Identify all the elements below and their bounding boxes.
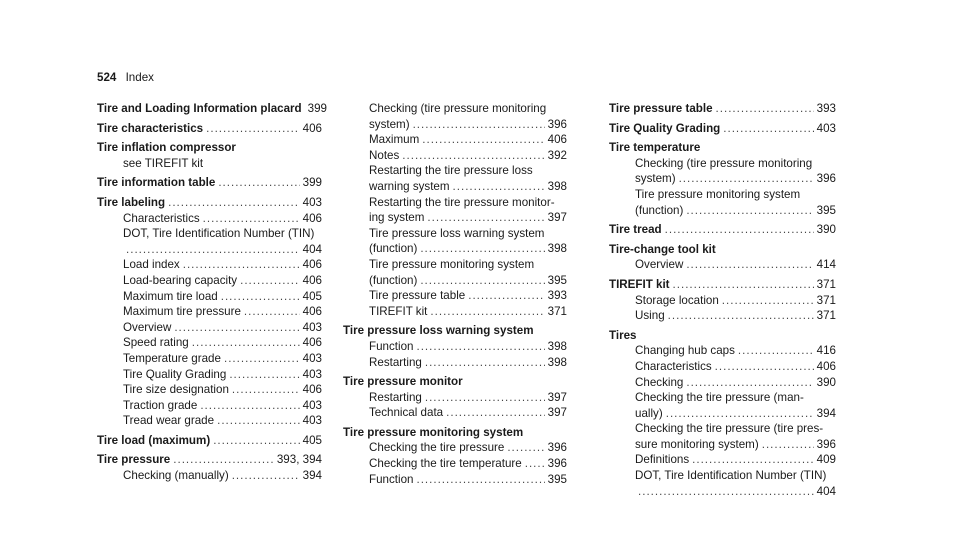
page-reference[interactable]: 396: [816, 437, 836, 451]
index-subentry: [343, 132, 567, 148]
entry-term: Checking the tire temperature: [369, 457, 522, 471]
entry-term: TIREFIT kit: [369, 304, 428, 318]
index-subentry: [343, 101, 567, 117]
index-continuation: [343, 273, 567, 289]
page-reference[interactable]: 406: [302, 383, 322, 397]
leader-dots: [525, 456, 545, 472]
index-subentry: [343, 339, 567, 355]
entry-term: Restarting the tire pressure monitor-: [369, 195, 555, 209]
leader-dots: [192, 335, 300, 351]
index-continuation: [609, 484, 836, 500]
leader-dots: [206, 121, 300, 137]
entry-term: Tire tread: [609, 223, 662, 237]
entry-term: Tire characteristics: [97, 121, 204, 135]
entry-term: Tire Quality Grading: [609, 121, 721, 135]
leader-dots: [722, 293, 814, 309]
page-reference[interactable]: 392: [547, 148, 567, 162]
index-entry: [97, 121, 322, 137]
leader-dots: [430, 304, 544, 320]
entry-term: Tire pressure loss warning system: [369, 226, 545, 240]
page-reference[interactable]: 405: [302, 433, 322, 447]
leader-dots: [692, 452, 814, 468]
index-column-3: [609, 101, 836, 499]
page-reference[interactable]: 403: [302, 195, 322, 209]
page-reference[interactable]: 403: [302, 414, 322, 428]
leader-dots: [200, 398, 299, 414]
page-reference[interactable]: 406: [302, 305, 322, 319]
page-reference[interactable]: 371: [547, 304, 567, 318]
index-continuation: [609, 203, 836, 219]
entry-term: Overview: [635, 258, 684, 272]
leader-dots: [668, 308, 814, 324]
index-subentry: [97, 304, 322, 320]
index-entry: [609, 101, 836, 117]
leader-dots: [715, 359, 814, 375]
index-subentry: [343, 355, 567, 371]
index-subentry: [609, 390, 836, 406]
leader-dots: [723, 121, 813, 137]
index-subentry: [609, 308, 836, 324]
entry-term: system): [635, 172, 676, 186]
leader-dots: [232, 468, 300, 484]
leader-dots: [203, 211, 300, 227]
entry-term: ing system: [369, 211, 425, 225]
index-subentry: [97, 320, 322, 336]
index-subentry: [343, 257, 567, 273]
index-subentry: [97, 468, 322, 484]
index-entry: [97, 452, 322, 468]
leader-dots: [217, 413, 300, 429]
entry-term: Function: [369, 339, 414, 353]
page-reference[interactable]: 403: [302, 398, 322, 412]
page-reference[interactable]: 371: [816, 309, 836, 323]
entry-term: (function): [635, 203, 684, 217]
index-entry: [97, 140, 322, 156]
leader-dots: [762, 437, 814, 453]
leader-dots: [402, 148, 544, 164]
page-reference[interactable]: 403: [302, 367, 322, 381]
page-reference[interactable]: 398: [547, 339, 567, 353]
entry-term: Notes: [369, 148, 400, 162]
page-reference[interactable]: 371: [816, 293, 836, 307]
leader-dots: [168, 195, 300, 211]
leader-dots: [422, 132, 544, 148]
entry-term: TIREFIT kit: [609, 277, 670, 291]
page-reference[interactable]: 399: [302, 176, 322, 190]
page-reference[interactable]: 409: [816, 453, 836, 467]
page-reference[interactable]: 396: [547, 441, 567, 455]
page-reference[interactable]: 397: [547, 390, 567, 404]
index-subentry: [97, 289, 322, 305]
page-reference[interactable]: 395: [547, 273, 567, 287]
page-reference[interactable]: 403: [302, 320, 322, 334]
index-subentry: [609, 421, 836, 437]
leader-dots: [686, 203, 813, 219]
page-reference[interactable]: 406: [816, 359, 836, 373]
entry-term: Tires: [609, 328, 637, 342]
leader-dots: [716, 101, 814, 117]
entry-term: Tire pressure monitoring system: [369, 257, 535, 271]
entry-term: Maximum tire pressure: [123, 305, 241, 319]
leader-dots: [666, 406, 814, 422]
entry-term: Temperature grade: [123, 351, 221, 365]
leader-dots: [224, 351, 300, 367]
index-subentry: [97, 367, 322, 383]
page-reference[interactable]: 416: [816, 344, 836, 358]
leader-dots: [427, 210, 544, 226]
index-subentry: [609, 293, 836, 309]
index-continuation: [343, 241, 567, 257]
page-reference[interactable]: 397: [547, 406, 567, 420]
leader-dots: [420, 241, 544, 257]
leader-dots: [446, 405, 545, 421]
index-continuation: [343, 210, 567, 226]
entry-term: Maximum: [369, 133, 420, 147]
entry-term: Tire pressure table: [369, 289, 466, 303]
entry-term: Tire load (maximum): [97, 433, 211, 447]
entry-term: system): [369, 117, 410, 131]
index-subentry: [609, 343, 836, 359]
index-subentry: [97, 273, 322, 289]
index-column-1: [97, 101, 327, 484]
leader-dots: [218, 175, 299, 191]
entry-term: see TIREFIT kit: [123, 156, 204, 170]
entry-term: Tire pressure monitoring system: [343, 425, 524, 439]
leader-dots: [232, 382, 300, 398]
leader-dots: [416, 472, 544, 488]
index-entry: [97, 175, 322, 191]
index-subentry: [343, 288, 567, 304]
entry-term: Load index: [123, 258, 180, 272]
index-continuation: [343, 179, 567, 195]
entry-term: Checking (manually): [123, 469, 229, 483]
index-continuation: [609, 406, 836, 422]
entry-term: (function): [369, 242, 418, 256]
page-reference[interactable]: 395: [816, 203, 836, 217]
page-reference[interactable]: 406: [302, 121, 322, 135]
index-entry: [609, 242, 836, 258]
leader-dots: [686, 375, 813, 391]
index-subentry: [343, 163, 567, 179]
page-reference[interactable]: 394: [302, 469, 322, 483]
page-reference[interactable]: 406: [302, 258, 322, 272]
leader-dots: [240, 273, 300, 289]
index-subentry: [97, 398, 322, 414]
entry-term: Checking the tire pressure (man-: [635, 391, 804, 405]
entry-term: Tire size designation: [123, 383, 229, 397]
index-entry: [609, 121, 836, 137]
page-reference[interactable]: 399: [307, 102, 327, 115]
entry-term: Tire Quality Grading: [123, 367, 227, 381]
index-subentry: [343, 472, 567, 488]
index-entry: [609, 277, 836, 293]
entry-term: Checking (tire pressure monitoring: [369, 102, 547, 115]
index-entry: [97, 101, 327, 117]
entry-term: Function: [369, 472, 414, 486]
entry-term: Tire temperature: [609, 141, 701, 155]
page-reference[interactable]: 393: [547, 289, 567, 303]
entry-term: Characteristics: [123, 211, 200, 225]
index-subentry: [609, 359, 836, 375]
leader-dots: [229, 367, 299, 383]
page-reference[interactable]: 404: [816, 484, 836, 498]
leader-dots: [738, 343, 814, 359]
index-subentry: [343, 304, 567, 320]
entry-term: Tire-change tool kit: [609, 242, 716, 256]
page-reference[interactable]: 406: [302, 273, 322, 287]
index-subentry: [609, 452, 836, 468]
leader-dots: [126, 242, 300, 258]
entry-term: Restarting: [369, 355, 422, 369]
leader-dots: [213, 433, 299, 449]
page-reference[interactable]: 390: [816, 223, 836, 237]
leader-dots: [665, 222, 814, 238]
page-reference[interactable]: 406: [302, 336, 322, 350]
index-entry: [97, 433, 322, 449]
index-subentry: [343, 195, 567, 211]
entry-term: Checking (tire pressure monitoring: [635, 156, 813, 170]
entry-term: Tire pressure: [97, 453, 171, 467]
entry-term: Load-bearing capacity: [123, 273, 238, 287]
index-entry: [609, 328, 836, 344]
index-subentry: [609, 257, 836, 273]
leader-dots: [468, 288, 544, 304]
index-entry: [609, 222, 836, 238]
page-reference[interactable]: 396: [547, 117, 567, 131]
page-reference[interactable]: 393: [816, 102, 836, 115]
entry-term: Tire labeling: [97, 195, 166, 209]
entry-term: Definitions: [635, 453, 690, 467]
index-entry: [609, 140, 836, 156]
leader-dots: [686, 257, 813, 273]
entry-term: Tire information table: [97, 176, 216, 190]
index-subentry: [97, 211, 322, 227]
entry-term: Tire and Loading Information placard: [97, 102, 302, 115]
page-reference[interactable]: 406: [547, 133, 567, 147]
page-reference[interactable]: 396: [547, 457, 567, 471]
leader-dots: [425, 390, 545, 406]
leader-dots: [183, 257, 300, 273]
page-number: 524: [97, 71, 117, 84]
index-subentry: [97, 413, 322, 429]
page-reference[interactable]: 396: [816, 172, 836, 186]
page-reference[interactable]: 390: [816, 375, 836, 389]
leader-dots: [425, 355, 545, 371]
index-subentry: [609, 187, 836, 203]
entry-term: Technical data: [369, 406, 444, 420]
leader-dots: [673, 277, 814, 293]
page-reference[interactable]: 394: [816, 406, 836, 420]
index-subentry: [343, 148, 567, 164]
entry-term: (function): [369, 273, 418, 287]
page-reference[interactable]: 403: [302, 351, 322, 365]
page-reference[interactable]: 398: [547, 355, 567, 369]
index-subentry: [343, 456, 567, 472]
index-entry: [97, 195, 322, 211]
entry-term: Checking: [635, 375, 684, 389]
index-subentry: [609, 468, 836, 484]
entry-term: Tread wear grade: [123, 414, 215, 428]
leader-dots: [174, 320, 299, 336]
entry-term: Restarting: [369, 390, 422, 404]
entry-term: DOT, Tire Identification Number (TIN): [635, 469, 827, 483]
entry-term: warning system: [369, 179, 450, 193]
leader-dots: [453, 179, 545, 195]
leader-dots: [416, 339, 544, 355]
entry-term: Checking the tire pressure (tire pres-: [635, 422, 824, 436]
index-subentry: [97, 226, 322, 242]
index-continuation: [97, 242, 322, 258]
entry-term: Tire pressure monitor: [343, 375, 463, 389]
leader-dots: [638, 484, 814, 500]
leader-dots: [507, 440, 544, 456]
entry-term: ually): [635, 406, 663, 420]
leader-dots: [173, 452, 274, 468]
page-reference[interactable]: 371: [816, 277, 836, 291]
entry-term: DOT, Tire Identification Number (TIN): [123, 227, 315, 241]
page-reference[interactable]: 406: [302, 211, 322, 225]
index-continuation: [609, 171, 836, 187]
index-column-2: [343, 101, 567, 487]
leader-dots: [244, 304, 300, 320]
entry-term: Speed rating: [123, 336, 189, 350]
page-reference[interactable]: 393, 394: [276, 453, 322, 467]
entry-term: Tire pressure loss warning system: [343, 324, 534, 338]
index-subentry: [343, 440, 567, 456]
index-entry: [343, 374, 567, 390]
page-reference[interactable]: 398: [547, 179, 567, 193]
index-entry: [343, 323, 567, 339]
entry-term: Tire inflation compressor: [97, 141, 236, 155]
page-reference[interactable]: 405: [302, 289, 322, 303]
entry-term: Traction grade: [123, 398, 198, 412]
index-continuation: [609, 437, 836, 453]
index-subentry: [609, 375, 836, 391]
page-reference[interactable]: 403: [816, 121, 836, 135]
index-subentry: [97, 257, 322, 273]
index-subentry: [97, 335, 322, 351]
index-subentry: [609, 156, 836, 172]
index-subentry: [97, 156, 322, 172]
leader-dots: [679, 171, 814, 187]
page-reference[interactable]: 398: [547, 242, 567, 256]
entry-term: Maximum tire load: [123, 289, 218, 303]
index-subentry: [97, 382, 322, 398]
page-reference[interactable]: 404: [302, 242, 322, 256]
entry-term: Checking the tire pressure: [369, 441, 505, 455]
entry-term: Characteristics: [635, 359, 712, 373]
entry-term: Tire pressure monitoring system: [635, 187, 801, 201]
index-subentry: [343, 405, 567, 421]
index-subentry: [97, 351, 322, 367]
entry-term: Restarting the tire pressure loss: [369, 164, 533, 178]
entry-term: Changing hub caps: [635, 344, 735, 358]
page-reference[interactable]: 414: [816, 258, 836, 272]
page-header: [97, 70, 154, 86]
entry-term: sure monitoring system): [635, 437, 759, 451]
index-subentry: [343, 390, 567, 406]
entry-term: Overview: [123, 320, 172, 334]
leader-dots: [221, 289, 300, 305]
leader-dots: [413, 117, 545, 133]
entry-term: Tire pressure table: [609, 102, 713, 115]
leader-dots: [420, 273, 544, 289]
index-subentry: [343, 226, 567, 242]
entry-term: Storage location: [635, 293, 719, 307]
page-reference[interactable]: 395: [547, 472, 567, 486]
section-title: Index: [125, 71, 154, 84]
index-entry: [343, 425, 567, 441]
entry-term: Using: [635, 309, 665, 323]
index-continuation: [343, 117, 567, 133]
page-reference[interactable]: 397: [547, 211, 567, 225]
